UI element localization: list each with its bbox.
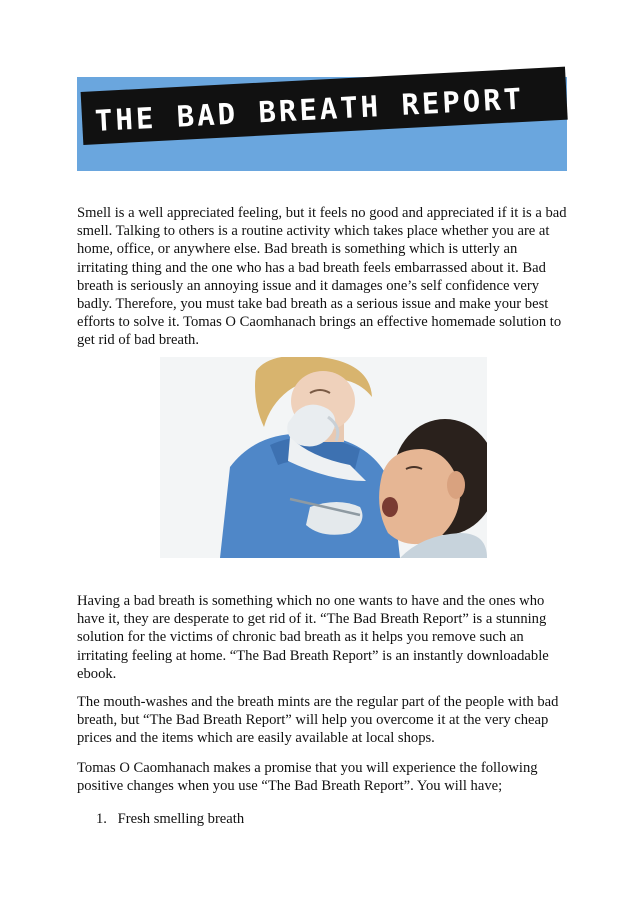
list-item-number: 1. — [96, 811, 107, 827]
fourth-paragraph: Tomas O Caomhanach makes a promise that you will experience the following positive changes when you use “The Bad Breath Report”. You will have; — [77, 760, 538, 795]
third-paragraph: The mouth-washes and the breath mints are the regular part of the people with bad breath, but “The Bad Breath Report” will help you overcome it at the very cheap prices and the items which are easily available at local shops. — [77, 694, 559, 747]
list-item-text: Fresh smelling breath — [117, 811, 245, 827]
intro-paragraph: Smell is a well appreciated feeling, but it feels no good and appreciated if it is a bad smell. Talking to others is a routine activity which takes place whether you are at home, office, or anywhere else. Bad breath is something which is utterly an irritating thing and the one who has a bad breath feels embarrassed about it. Bad breath is seriously an annoying issue and it damages one’s self confidence very badly. Therefore, you must take bad breath as a serious issue and make your best efforts to solve it. Tomas O Caomhanach brings an effective homemade solution to get rid of bad breath. — [77, 205, 567, 349]
header-banner — [77, 77, 567, 171]
second-paragraph: Having a bad breath is something which no one wants to have and the ones who have it, they are desperate to get rid of it. “The Bad Breath Report” is a stunning solution for the victims of chronic bad breath as it helps you remove such an irritating feeling at home. “The Bad Breath Report” is an instantly downloadable ebook. — [77, 593, 549, 682]
banner-title: THE BAD BREATH REPORT — [94, 81, 525, 138]
list-item — [96, 810, 244, 828]
dentist-holding-nose-photo — [160, 357, 487, 558]
